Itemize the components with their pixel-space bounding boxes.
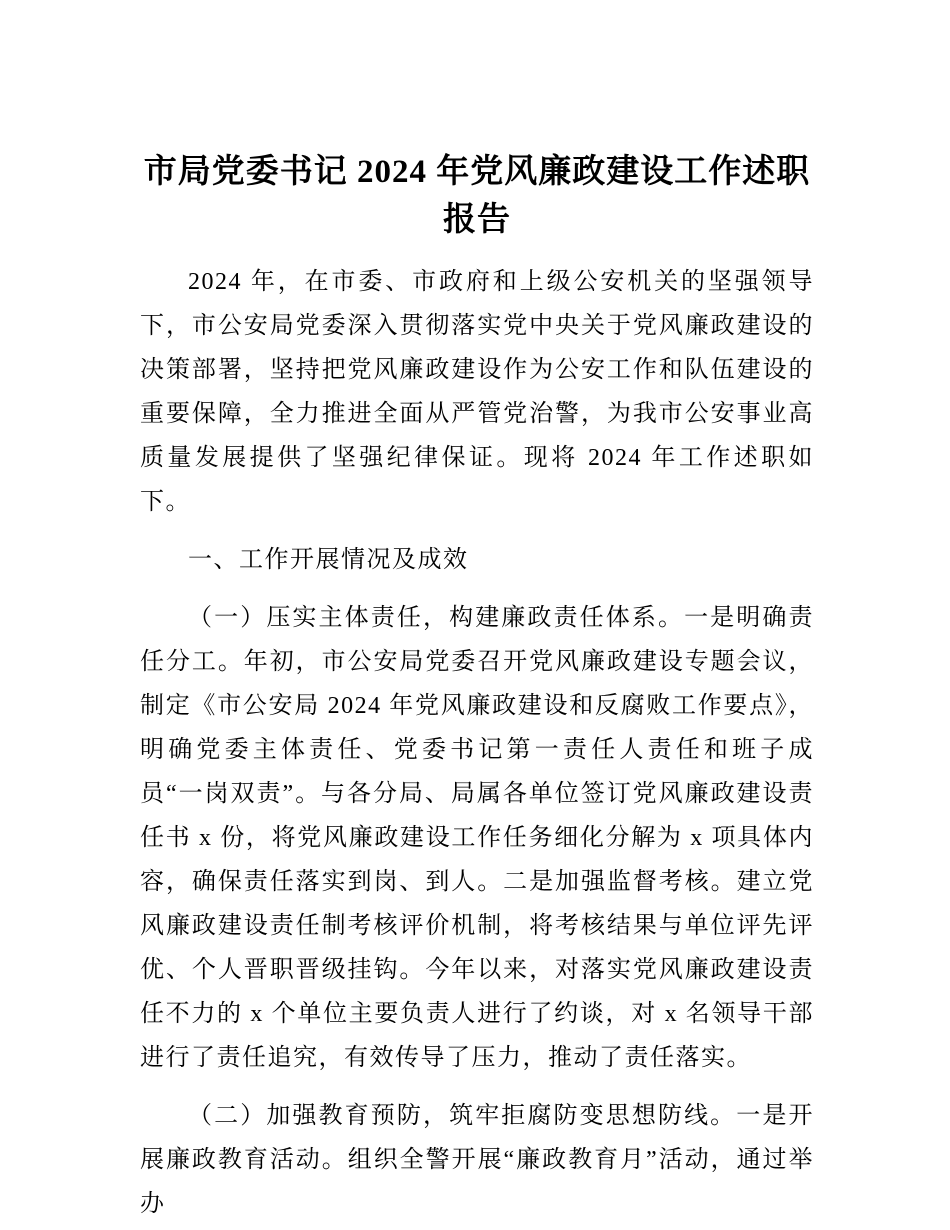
paragraph-section-1: （一）压实主体责任，构建廉政责任体系。一是明确责任分工。年初，市公安局党委召开党风廉政建设专题会议，制定《市公安局 2024 年党风廉政建设和反腐败工作要点》，明确党委主体责任、党委书记第一责任人责任和班子成员“一岗双责”。与各分局、局属各单位签订党风廉政建设责任书 x 份，将党风廉政建设工作任务细化分解为 x 项具体内容，确保责任落实到岗、到人。二是加强监督考核。建立党风廉政建设责任制考核评价机制，将考核结果与单位评先评优、个人晋职晋级挂钩。今年以来，对落实党风廉政建设责任不力的 x 个单位主要负责人进行了约谈，对 x 名领导干部进行了责任追究，有效传导了压力，推动了责任落实。: [140, 605, 814, 1071]
section-heading: 一、工作开展情况及成效: [188, 547, 469, 573]
paragraph-intro: 2024 年，在市委、市政府和上级公安机关的坚强领导下，市公安局党委深入贯彻落实党中央关于党风廉政建设的决策部署，坚持把党风廉政建设作为公安工作和队伍建设的重要保障，全力推进全面从严管党治警，为我市公安事业高质量发展提供了坚强纪律保证。现将 2024 年工作述职如下。: [140, 269, 814, 515]
document-title: 市局党委书记 2024 年党风廉政建设工作述职报告: [143, 154, 811, 238]
paragraph-section-2: （二）加强教育预防，筑牢拒腐防变思想防线。一是开展廉政教育活动。组织全警开展“廉政教育月”活动，通过举办: [140, 1103, 814, 1217]
